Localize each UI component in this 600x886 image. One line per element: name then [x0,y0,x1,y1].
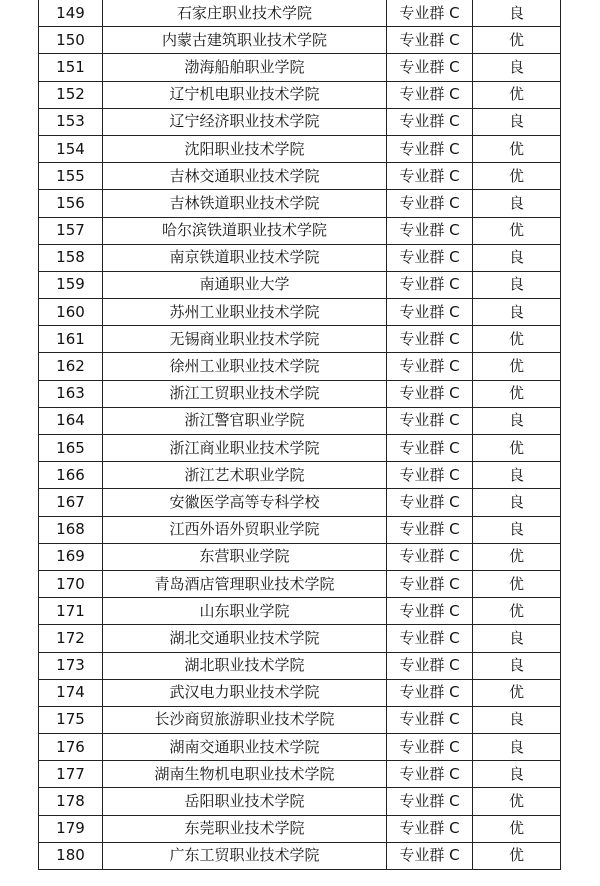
institution-name-cell: 武汉电力职业技术学院 [103,679,387,706]
grade-cell: 优 [473,598,561,625]
institution-name-cell: 安徽医学高等专科学校 [103,489,387,516]
table-row [39,435,561,462]
table-row [39,516,561,543]
institution-name-cell: 南通职业大学 [103,271,387,298]
category-cell: 专业群 C [387,217,473,244]
grade-cell: 良 [473,652,561,679]
grade-cell: 优 [473,788,561,815]
institution-name-cell: 南京铁道职业技术学院 [103,244,387,271]
institution-name-cell: 辽宁经济职业技术学院 [103,108,387,135]
table-row [39,815,561,842]
results-table-container [38,0,560,870]
table-row [39,734,561,761]
table-row [39,244,561,271]
grade-cell: 优 [473,570,561,597]
institution-name-cell: 辽宁机电职业技术学院 [103,81,387,108]
row-number-cell: 155 [39,163,103,190]
category-cell: 专业群 C [387,734,473,761]
table-row [39,380,561,407]
row-number-cell: 150 [39,27,103,54]
grade-cell: 优 [473,135,561,162]
institution-name-cell: 沈阳职业技术学院 [103,135,387,162]
table-row [39,761,561,788]
grade-cell: 良 [473,489,561,516]
category-cell: 专业群 C [387,190,473,217]
table-row [39,27,561,54]
category-cell: 专业群 C [387,652,473,679]
institution-name-cell: 长沙商贸旅游职业技术学院 [103,706,387,733]
institution-name-cell: 浙江商业职业技术学院 [103,435,387,462]
row-number-cell: 153 [39,108,103,135]
category-cell: 专业群 C [387,625,473,652]
row-number-cell: 152 [39,81,103,108]
table-row [39,407,561,434]
institution-name-cell: 广东工贸职业技术学院 [103,842,387,869]
category-cell: 专业群 C [387,435,473,462]
table-row [39,598,561,625]
row-number-cell: 151 [39,54,103,81]
row-number-cell: 168 [39,516,103,543]
grade-cell: 优 [473,217,561,244]
row-number-cell: 156 [39,190,103,217]
row-number-cell: 149 [39,0,103,27]
row-number-cell: 160 [39,299,103,326]
institution-name-cell: 徐州工业职业技术学院 [103,353,387,380]
category-cell: 专业群 C [387,679,473,706]
row-number-cell: 167 [39,489,103,516]
institution-name-cell: 浙江艺术职业学院 [103,462,387,489]
institution-name-cell: 吉林交通职业技术学院 [103,163,387,190]
category-cell: 专业群 C [387,543,473,570]
institution-name-cell: 青岛酒店管理职业技术学院 [103,570,387,597]
grade-cell: 良 [473,271,561,298]
category-cell: 专业群 C [387,27,473,54]
results-table [38,0,561,870]
table-row [39,570,561,597]
grade-cell: 良 [473,734,561,761]
table-row [39,489,561,516]
row-number-cell: 177 [39,761,103,788]
category-cell: 专业群 C [387,462,473,489]
table-row [39,271,561,298]
category-cell: 专业群 C [387,54,473,81]
category-cell: 专业群 C [387,407,473,434]
grade-cell: 良 [473,706,561,733]
category-cell: 专业群 C [387,81,473,108]
grade-cell: 良 [473,299,561,326]
grade-cell: 良 [473,625,561,652]
row-number-cell: 165 [39,435,103,462]
category-cell: 专业群 C [387,0,473,27]
table-row [39,842,561,869]
grade-cell: 良 [473,244,561,271]
row-number-cell: 175 [39,706,103,733]
grade-cell: 优 [473,543,561,570]
table-body [39,0,561,870]
category-cell: 专业群 C [387,788,473,815]
category-cell: 专业群 C [387,570,473,597]
grade-cell: 良 [473,108,561,135]
table-row [39,462,561,489]
grade-cell: 良 [473,761,561,788]
category-cell: 专业群 C [387,815,473,842]
institution-name-cell: 内蒙古建筑职业技术学院 [103,27,387,54]
table-row [39,54,561,81]
institution-name-cell: 苏州工业职业技术学院 [103,299,387,326]
institution-name-cell: 吉林铁道职业技术学院 [103,190,387,217]
institution-name-cell: 湖北职业技术学院 [103,652,387,679]
institution-name-cell: 东营职业学院 [103,543,387,570]
institution-name-cell: 湖北交通职业技术学院 [103,625,387,652]
row-number-cell: 158 [39,244,103,271]
row-number-cell: 162 [39,353,103,380]
row-number-cell: 173 [39,652,103,679]
category-cell: 专业群 C [387,271,473,298]
table-row [39,353,561,380]
category-cell: 专业群 C [387,108,473,135]
institution-name-cell: 山东职业学院 [103,598,387,625]
grade-cell: 优 [473,353,561,380]
grade-cell: 良 [473,190,561,217]
institution-name-cell: 哈尔滨铁道职业技术学院 [103,217,387,244]
category-cell: 专业群 C [387,842,473,869]
row-number-cell: 174 [39,679,103,706]
row-number-cell: 164 [39,407,103,434]
category-cell: 专业群 C [387,299,473,326]
table-row [39,625,561,652]
category-cell: 专业群 C [387,598,473,625]
category-cell: 专业群 C [387,761,473,788]
row-number-cell: 163 [39,380,103,407]
category-cell: 专业群 C [387,135,473,162]
grade-cell: 优 [473,679,561,706]
grade-cell: 优 [473,842,561,869]
table-row [39,326,561,353]
institution-name-cell: 浙江工贸职业技术学院 [103,380,387,407]
table-row [39,190,561,217]
grade-cell: 优 [473,326,561,353]
institution-name-cell: 湖南生物机电职业技术学院 [103,761,387,788]
category-cell: 专业群 C [387,516,473,543]
grade-cell: 良 [473,516,561,543]
table-row [39,679,561,706]
table-row [39,163,561,190]
category-cell: 专业群 C [387,706,473,733]
grade-cell: 良 [473,462,561,489]
table-row [39,788,561,815]
grade-cell: 优 [473,815,561,842]
grade-cell: 优 [473,27,561,54]
grade-cell: 优 [473,81,561,108]
category-cell: 专业群 C [387,163,473,190]
grade-cell: 良 [473,54,561,81]
row-number-cell: 179 [39,815,103,842]
table-row [39,108,561,135]
table-row [39,0,561,27]
row-number-cell: 172 [39,625,103,652]
row-number-cell: 159 [39,271,103,298]
institution-name-cell: 浙江警官职业学院 [103,407,387,434]
grade-cell: 良 [473,0,561,27]
category-cell: 专业群 C [387,326,473,353]
row-number-cell: 171 [39,598,103,625]
table-row [39,706,561,733]
grade-cell: 良 [473,407,561,434]
table-row [39,299,561,326]
category-cell: 专业群 C [387,244,473,271]
row-number-cell: 161 [39,326,103,353]
table-row [39,652,561,679]
institution-name-cell: 东莞职业技术学院 [103,815,387,842]
category-cell: 专业群 C [387,380,473,407]
row-number-cell: 170 [39,570,103,597]
row-number-cell: 176 [39,734,103,761]
table-row [39,135,561,162]
row-number-cell: 157 [39,217,103,244]
institution-name-cell: 渤海船舶职业学院 [103,54,387,81]
grade-cell: 优 [473,163,561,190]
grade-cell: 优 [473,435,561,462]
institution-name-cell: 无锡商业职业技术学院 [103,326,387,353]
row-number-cell: 154 [39,135,103,162]
row-number-cell: 169 [39,543,103,570]
institution-name-cell: 岳阳职业技术学院 [103,788,387,815]
table-row [39,81,561,108]
institution-name-cell: 石家庄职业技术学院 [103,0,387,27]
institution-name-cell: 湖南交通职业技术学院 [103,734,387,761]
row-number-cell: 166 [39,462,103,489]
table-row [39,543,561,570]
category-cell: 专业群 C [387,489,473,516]
table-row [39,217,561,244]
grade-cell: 优 [473,380,561,407]
row-number-cell: 178 [39,788,103,815]
category-cell: 专业群 C [387,353,473,380]
row-number-cell: 180 [39,842,103,869]
institution-name-cell: 江西外语外贸职业学院 [103,516,387,543]
